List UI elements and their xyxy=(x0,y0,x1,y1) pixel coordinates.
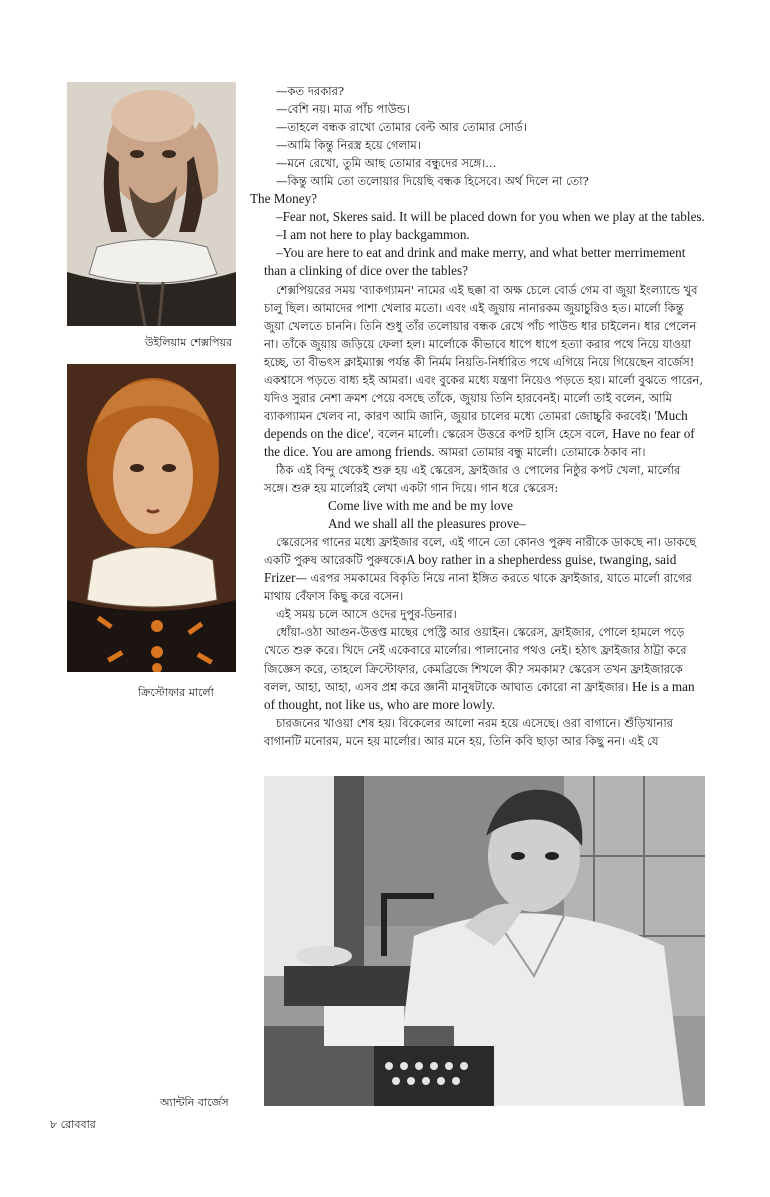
article-body xyxy=(250,82,706,750)
paragraph-text: ধোঁয়া-ওঠা আগুন-উত্তপ্ত মাছের পেস্ট্রি আর ওয়াইন। স্কেরেস, ফ্রাইজার, পোলে হামলে পড়ে খেতে শুরু করে। খিদে নেই একেবারে মার্লোর। পালানোর পথও নেই। হঠাৎ ফ্রাইজার ঠাট্টা করে জিজ্ঞেস করে, তাহলে ক্রিস্টোফার, কেমব্রিজে শিখলে কী? সমকাম? স্কেরেস তখন ফ্রাইজারকে বলল, আহা, আহা, এসব প্রশ্ন করে জ্ঞানী মানুষটাকে আঘাত কোরো না ফ্রাইজার। xyxy=(264,625,687,694)
paragraph xyxy=(264,623,706,713)
paragraph xyxy=(264,533,706,605)
english-line: –You are here to eat and drink and make merry, and what better merrimement than a clinking of dice over the tables? xyxy=(264,245,686,279)
dialogue-line: —আমি কিন্তু নিরস্ত্র হয়ে গেলাম। xyxy=(276,138,421,153)
english-quote: A boy rather in a shepherdess guise, twanging, said Frizer xyxy=(264,552,677,586)
paragraph-text: স্কেরেসের গানের মধ্যে ফ্রাইজার বলে, এই গানে তো কোনও পুরুষ নারীকে ডাকছে না। ডাকছে একটি পুরুষ আরেকটি পুরুষকে। xyxy=(264,535,697,568)
page-folio: ৮ রোববার xyxy=(50,1118,96,1131)
shakespeare-portrait xyxy=(67,82,236,326)
dialogue-line: —কিন্তু আমি তো তলোয়ার দিয়েছি বন্ধক হিসেবে। অর্থ দিলে না তো? xyxy=(276,174,589,189)
english-quote: 'Much depends on the dice' xyxy=(264,407,688,441)
dialogue-line: —বেশি নয়। মাত্র পাঁচ পাউন্ড। xyxy=(276,102,410,117)
english-line: The Money? xyxy=(250,191,318,207)
dialogue-line: —তাহলে বন্ধক রাখো তোমার বেল্ট আর তোমার সোর্ড। xyxy=(276,120,527,135)
english-line: –Fear not, Skeres said. It will be placed down for you when we play at the tables. xyxy=(276,209,705,225)
paragraph-text: শেক্সপিয়রের সময় 'ব্যাকগ্যামন' নামের এই ছক্কা বা অক্ষ চেলে বোর্ড গেম বা জুয়া ইংল্যান্ডে খুব চালু ছিল। আমাদের পাশা খেলার মতো। এবং এই জুয়ায় নানারকম জুয়াচুরিও হত। মার্লো কিন্তু জুয়া খেলতে চাননি। তিনি শুধু তাঁর তলোয়ার বন্ধক রেখে পাঁচ পাউন্ড ধার চাইলেন। ধার পেলেন না। তাঁকে জুয়ায় জড়িয়ে ফেলা হল। মার্লোকে কীভাবে ধাপে ধাপে হত্যা করার পথে নিয়ে যাওয়া হচ্ছে, তা বীভৎস ক্লাইম্যাক্স পর্যন্ত কী নির্মম নিয়তি-নির্ধারিত পথে এগিয়ে নিয়ে গিয়েছেন বার্জেস! একশ্বাসে পড়তে বাধ্য হই আমরা। এবং বুকের মধ্যে যন্ত্রণা নিয়েও পড়তে হয়। মার্লো বুঝতে পারেন, যদিও সুরার নেশা ক্রমশ পেয়ে বসছে তাঁকে, জুয়ায় তিনি হারবেনই। মার্লো তাই বলেন, আমি ব্যাকগ্যামন খেলব না, কারণ আমি জানি, জুয়ার চালের মধ্যে তোমরা জোচ্চুরি করবেই। xyxy=(264,282,704,423)
english-quote: Have no fear of the dice. You are among friends. xyxy=(264,425,695,459)
burgess-photo xyxy=(264,776,705,1106)
marlowe-caption: ক্রিস্টোফার মার্লো xyxy=(138,686,214,699)
english-quote: He is a man of thought, not like us, who are more lowly. xyxy=(264,678,695,712)
english-line: –I am not here to play backgammon. xyxy=(276,227,470,243)
verse-line: And we shall all the pleasures prove– xyxy=(328,516,526,532)
paragraph: চারজনের খাওয়া শেষ হয়। বিকেলের আলো নরম হয়ে এসেছে। ওরা বাগানে। শুঁড়িখানার বাগানটি মনোরম, মনে হয় মার্লোর। আর মনে হয়, তিনি কবি ছাড়া আর কিছু নন। এই যে xyxy=(264,715,674,748)
verse-line: Come live with me and be my love xyxy=(328,498,513,514)
burgess-caption: অ্যান্টনি বার্জেস xyxy=(160,1096,229,1109)
paragraph-text: — এরপর সমকামের বিকৃতি নিয়ে নানা ইঙ্গিত করতে থাকে ফ্রাইজার, যাতে মার্লো রাগের মাথায় বেঁফাস কিছু করে বসেন। xyxy=(264,571,692,604)
dialogue-line: —কত দরকার? xyxy=(276,84,345,98)
paragraph-text: আমরা তোমার বন্ধু মার্লো। তোমাকে ঠকাব না। xyxy=(434,444,646,459)
paragraph-text: , বলেন মার্লো। স্কেরেস উত্তরে কপট হাসি হেসে বলে, xyxy=(370,426,613,441)
marlowe-portrait xyxy=(67,364,236,672)
paragraph: ঠিক এই বিন্দু থেকেই শুরু হয় এই স্কেরেস, ফ্রাইজার ও পোলের নিষ্ঠুর কপট খেলা, মার্লোর সঙ্গে। শুরু হয় মার্লোরই লেখা একটা গান দিয়ে। গান ধরে স্কেরেস: xyxy=(264,462,681,496)
paragraph xyxy=(264,281,706,461)
dialogue-line: —মনে রেখো, তুমি আছ তোমার বন্ধুদের সঙ্গে।... xyxy=(276,156,497,171)
paragraph: এই সময় চলে আসে ওদের দুপুর-ডিনার। xyxy=(276,607,457,622)
shakespeare-caption: উইলিয়াম শেক্সপিয়র xyxy=(145,336,233,349)
